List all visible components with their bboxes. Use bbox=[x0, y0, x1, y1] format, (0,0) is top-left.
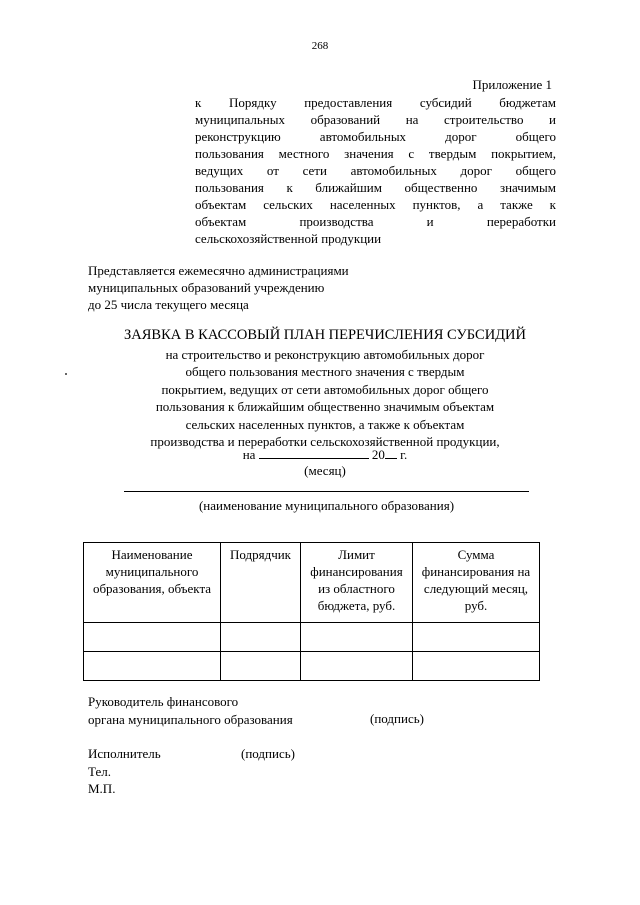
phone-label: Тел. bbox=[88, 763, 111, 779]
appendix-reference-line: объектам производства и переработки bbox=[195, 214, 556, 229]
table-header-row bbox=[84, 543, 540, 623]
table-cell[interactable] bbox=[221, 652, 301, 681]
appendix-reference-line: к Порядку предоставления субсидий бюджетам bbox=[195, 95, 556, 110]
submission-note-line: до 25 числа текущего месяца bbox=[88, 297, 249, 312]
head-signature-caption: (подпись) bbox=[370, 711, 424, 726]
table-cell[interactable] bbox=[84, 652, 221, 681]
municipality-name-blank[interactable] bbox=[124, 491, 529, 492]
stamp-label: М.П. bbox=[88, 781, 116, 796]
period-year: 20 bbox=[371, 447, 385, 462]
period-suffix: г. bbox=[400, 447, 408, 462]
appendix-reference-line: пользования местного значения с твердым покрытием, bbox=[195, 146, 556, 161]
head-title-line: Руководитель финансового bbox=[88, 694, 239, 709]
appendix-reference-line: пользования к ближайшим общественно значимым bbox=[195, 180, 556, 195]
submission-note-line: Представляется ежемесячно администрациями bbox=[88, 263, 349, 278]
executor-label: Исполнитель bbox=[88, 746, 161, 761]
submission-note-line: муниципальных образований учреждению bbox=[88, 280, 325, 295]
funding-table bbox=[83, 542, 540, 681]
form-subtitle-line: пользования к ближайшим общественно значимым объектам bbox=[155, 399, 495, 415]
month-caption: (месяц) bbox=[304, 463, 346, 478]
table-cell[interactable] bbox=[84, 623, 221, 652]
appendix-reference-line: объектам сельских населенных пунктов, а также к bbox=[195, 197, 556, 212]
form-subtitle-line: общего пользования местного значения с твердым bbox=[185, 364, 465, 380]
municipality-caption: (наименование муниципального образования) bbox=[198, 498, 455, 513]
form-title: ЗАЯВКА В КАССОВЫЙ ПЛАН ПЕРЕЧИСЛЕНИЯ СУБСИДИЙ bbox=[124, 327, 526, 343]
table-cell[interactable] bbox=[221, 623, 301, 652]
form-subtitle-line: покрытием, ведущих от сети автомобильных дорог общего bbox=[161, 381, 489, 397]
executor-signature-caption: (подпись) bbox=[241, 746, 295, 761]
appendix-title: Приложение 1 bbox=[472, 77, 552, 92]
column-header-municipality: Наименование муниципального образования, объекта bbox=[84, 543, 221, 623]
table-cell[interactable] bbox=[413, 652, 540, 681]
appendix-reference-line: сельскохозяйственной продукции bbox=[195, 231, 382, 246]
appendix-reference bbox=[195, 94, 556, 247]
appendix-reference-line: реконструкцию автомобильных дорог общего bbox=[195, 129, 556, 144]
table-row bbox=[84, 623, 540, 652]
form-subtitle-line: на строительство и реконструкцию автомобильных дорог bbox=[165, 347, 485, 362]
head-title-line: органа муниципального образования bbox=[88, 711, 293, 727]
form-subtitle-line: сельских населенных пунктов, а также к объектам bbox=[185, 416, 465, 432]
form-subtitle-line: производства и переработки сельскохозяйственной продукции, bbox=[150, 433, 500, 449]
form-subtitle bbox=[60, 346, 590, 450]
appendix-reference-line: муниципальных образований на строительство и bbox=[195, 112, 556, 127]
table-cell[interactable] bbox=[301, 623, 413, 652]
month-blank[interactable] bbox=[259, 446, 369, 459]
submission-note bbox=[88, 262, 408, 313]
table-cell[interactable] bbox=[301, 652, 413, 681]
table-cell[interactable] bbox=[413, 623, 540, 652]
page-number: 268 bbox=[311, 40, 329, 52]
table-row bbox=[84, 652, 540, 681]
column-header-amount: Сумма финансирования на следующий месяц, руб. bbox=[413, 543, 540, 623]
appendix-reference-line: ведущих от сети автомобильных дорог общего bbox=[195, 163, 556, 178]
period-line bbox=[60, 446, 590, 463]
year-blank[interactable] bbox=[385, 446, 397, 459]
column-header-limit: Лимит финансирования из областного бюджета, руб. bbox=[301, 543, 413, 623]
column-header-contractor: Подрядчик bbox=[221, 543, 301, 623]
period-prefix: на bbox=[242, 447, 256, 462]
head-signature-block bbox=[88, 693, 488, 728]
